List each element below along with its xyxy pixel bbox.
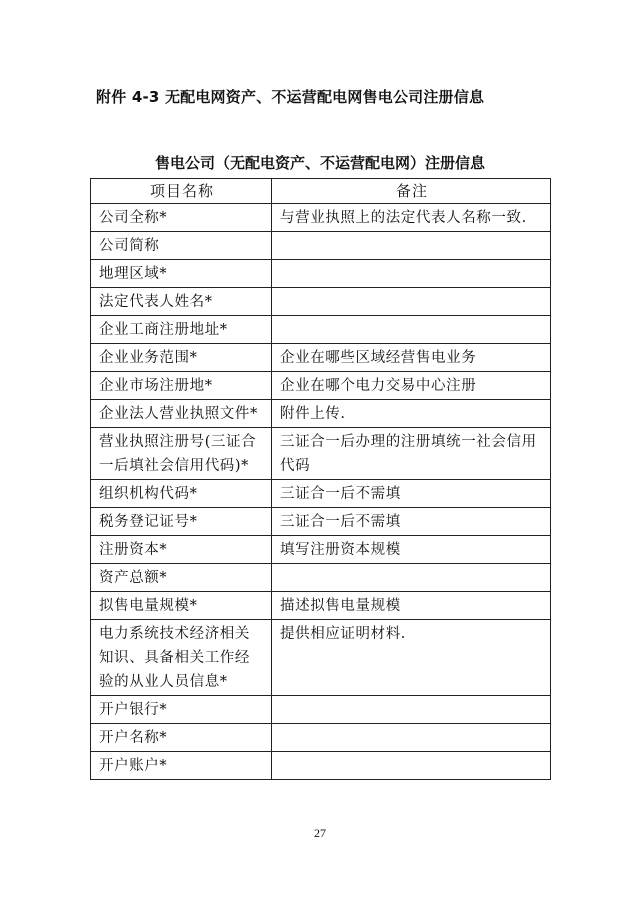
item-name-cell: 企业工商注册地址* bbox=[91, 316, 272, 344]
item-name-cell: 营业执照注册号(三证合一后填社会信用代码)* bbox=[91, 428, 272, 480]
table-row bbox=[91, 344, 551, 372]
header-item-name: 项目名称 bbox=[91, 179, 272, 204]
table-row bbox=[91, 752, 551, 780]
item-name-cell: 开户名称* bbox=[91, 724, 272, 752]
note-cell bbox=[272, 260, 551, 288]
note-cell bbox=[272, 316, 551, 344]
table-row bbox=[91, 372, 551, 400]
note-cell: 描述拟售电量规模 bbox=[272, 592, 551, 620]
table-row bbox=[91, 428, 551, 480]
note-cell: 填写注册资本规模 bbox=[272, 536, 551, 564]
item-name-cell: 地理区域* bbox=[91, 260, 272, 288]
note-cell: 三证合一后不需填 bbox=[272, 480, 551, 508]
item-name-cell: 公司全称* bbox=[91, 204, 272, 232]
note-cell: 提供相应证明材料. bbox=[272, 620, 551, 696]
item-name-cell: 企业业务范围* bbox=[91, 344, 272, 372]
attachment-title: 附件 4-3 无配电网资产、不运营配电网售电公司注册信息 bbox=[96, 88, 485, 106]
item-name-cell: 开户银行* bbox=[91, 696, 272, 724]
table-row bbox=[91, 480, 551, 508]
item-name-cell: 企业市场注册地* bbox=[91, 372, 272, 400]
table-row bbox=[91, 204, 551, 232]
item-name-cell: 公司简称 bbox=[91, 232, 272, 260]
table-row bbox=[91, 288, 551, 316]
table-row bbox=[91, 508, 551, 536]
item-name-cell: 注册资本* bbox=[91, 536, 272, 564]
table-row bbox=[91, 400, 551, 428]
note-cell bbox=[272, 696, 551, 724]
item-name-cell: 税务登记证号* bbox=[91, 508, 272, 536]
note-cell bbox=[272, 724, 551, 752]
note-cell bbox=[272, 752, 551, 780]
item-name-cell: 法定代表人姓名* bbox=[91, 288, 272, 316]
item-name-cell: 电力系统技术经济相关知识、具备相关工作经验的从业人员信息* bbox=[91, 620, 272, 696]
table-row bbox=[91, 260, 551, 288]
note-cell bbox=[272, 232, 551, 260]
item-name-cell: 企业法人营业执照文件* bbox=[91, 400, 272, 428]
table-caption: 售电公司（无配电资产、不运营配电网）注册信息 bbox=[154, 154, 485, 172]
note-cell: 附件上传. bbox=[272, 400, 551, 428]
table-row bbox=[91, 696, 551, 724]
table-body bbox=[91, 204, 551, 780]
note-cell: 与营业执照上的法定代表人名称一致. bbox=[272, 204, 551, 232]
item-name-cell: 资产总额* bbox=[91, 564, 272, 592]
registration-table bbox=[90, 178, 551, 780]
table-row bbox=[91, 232, 551, 260]
note-cell bbox=[272, 564, 551, 592]
item-name-cell: 组织机构代码* bbox=[91, 480, 272, 508]
table-row bbox=[91, 620, 551, 696]
note-cell: 三证合一后办理的注册填统一社会信用代码 bbox=[272, 428, 551, 480]
table-row bbox=[91, 564, 551, 592]
note-cell: 企业在哪些区域经营售电业务 bbox=[272, 344, 551, 372]
table-row bbox=[91, 724, 551, 752]
table-row bbox=[91, 316, 551, 344]
item-name-cell: 开户账户* bbox=[91, 752, 272, 780]
table-row bbox=[91, 592, 551, 620]
table-header-row bbox=[91, 179, 551, 204]
item-name-cell: 拟售电量规模* bbox=[91, 592, 272, 620]
note-cell: 企业在哪个电力交易中心注册 bbox=[272, 372, 551, 400]
header-note: 备注 bbox=[272, 179, 551, 204]
note-cell: 三证合一后不需填 bbox=[272, 508, 551, 536]
note-cell bbox=[272, 288, 551, 316]
table-row bbox=[91, 536, 551, 564]
page-number: 27 bbox=[314, 826, 326, 840]
